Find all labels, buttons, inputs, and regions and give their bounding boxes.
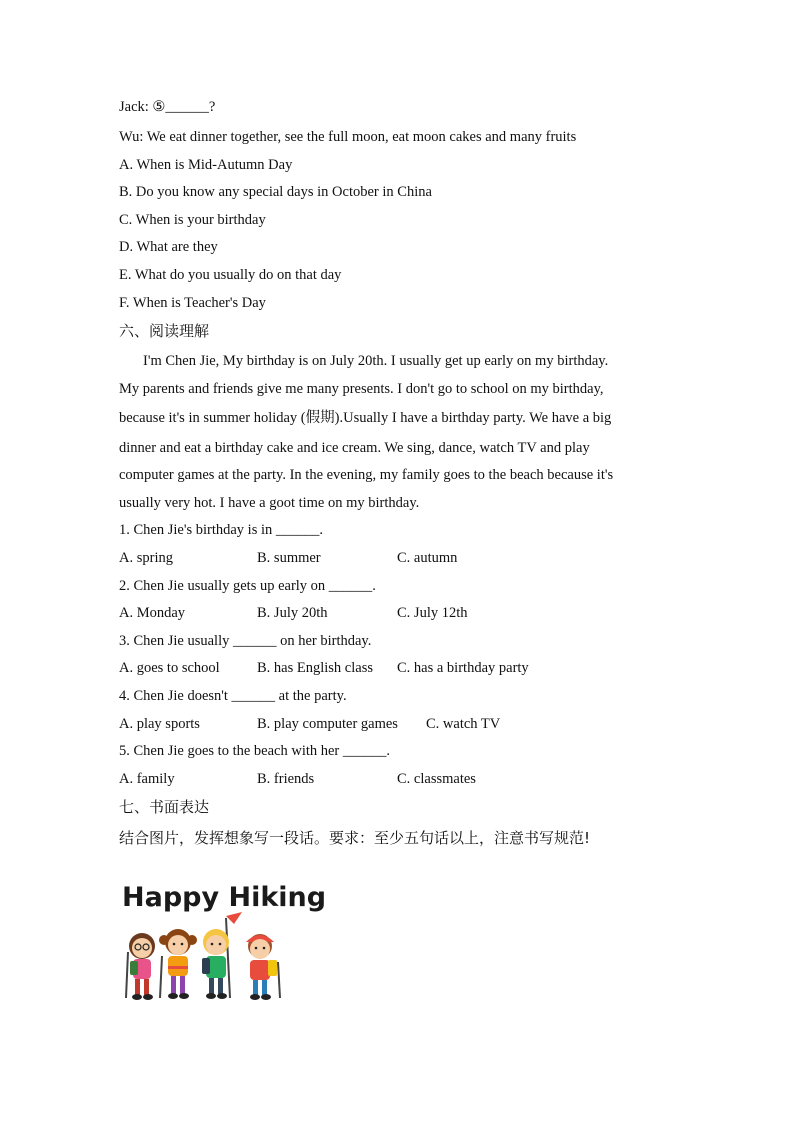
q2-option-b: B. July 20th	[257, 605, 328, 621]
q4-option-a: A. play sports	[119, 716, 200, 732]
q5-option-c: C. classmates	[397, 771, 476, 787]
q1-option-a: A. spring	[119, 550, 173, 566]
kid-4-figure	[246, 934, 280, 1000]
q2-option-c: C. July 12th	[397, 605, 468, 621]
q1-option-c: C. autumn	[397, 550, 458, 566]
passage-line: computer games at the party. In the evening, my family goes to the beach because it's	[119, 467, 614, 483]
dialogue-wu-line: Wu: We eat dinner together, see the full moon, eat moon cakes and many fruits	[119, 129, 577, 145]
choice-e: E. What do you usually do on that day	[119, 267, 342, 283]
q3-option-c: C. has a birthday party	[397, 660, 529, 676]
question-1: 1. Chen Jie's birthday is in ______.	[119, 522, 323, 538]
q5-option-a: A. family	[119, 771, 175, 787]
passage-line: I'm Chen Jie, My birthday is on July 20th. I usually get up early on my birthday.	[143, 353, 609, 369]
passage-line: My parents and friends give me many presents. I don't go to school on my birthday,	[119, 381, 604, 397]
q5-option-b: B. friends	[257, 771, 315, 787]
choice-a: A. When is Mid-Autumn Day	[119, 157, 293, 173]
writing-heading: 七、书面表达	[119, 798, 210, 816]
kid-3-figure	[202, 912, 242, 999]
q2-option-a: A. Monday	[119, 605, 186, 621]
question-3: 3. Chen Jie usually ______ on her birthday.	[119, 633, 372, 649]
question-5: 5. Chen Jie goes to the beach with her ______.	[119, 743, 391, 759]
q3-option-b: B. has English class	[257, 660, 373, 676]
passage-line: usually very hot. I have a goot time on my birthday.	[119, 495, 420, 511]
kid-1-figure	[126, 933, 155, 1000]
reading-heading: 六、阅读理解	[119, 322, 210, 340]
q4-option-c: C. watch TV	[426, 716, 501, 732]
hiking-title: Happy Hiking	[122, 882, 327, 913]
q4-option-b: B. play computer games	[257, 716, 398, 732]
choice-d: D. What are they	[119, 239, 218, 255]
choice-c: C. When is your birthday	[119, 212, 266, 228]
question-2: 2. Chen Jie usually gets up early on ______.	[119, 578, 376, 594]
writing-instruction: 结合图片，发挥想象写一段话。要求：至少五句话以上，注意书写规范!	[119, 829, 591, 847]
happy-hiking-illustration	[118, 872, 327, 1004]
q1-option-b: B. summer	[257, 550, 321, 566]
choice-f: F. When is Teacher's Day	[119, 295, 266, 311]
passage-line: because it's in summer holiday (假期).Usually I have a birthday party. We have a big	[119, 410, 612, 426]
passage-line: dinner and eat a birthday cake and ice cream. We sing, dance, watch TV and play	[119, 440, 590, 456]
question-4: 4. Chen Jie doesn't ______ at the party.	[119, 688, 347, 704]
choice-b: B. Do you know any special days in October in China	[119, 184, 432, 200]
kid-2-figure	[159, 929, 197, 999]
dialogue-jack-line: Jack: ⑤______?	[119, 99, 216, 115]
q3-option-a: A. goes to school	[119, 660, 220, 676]
